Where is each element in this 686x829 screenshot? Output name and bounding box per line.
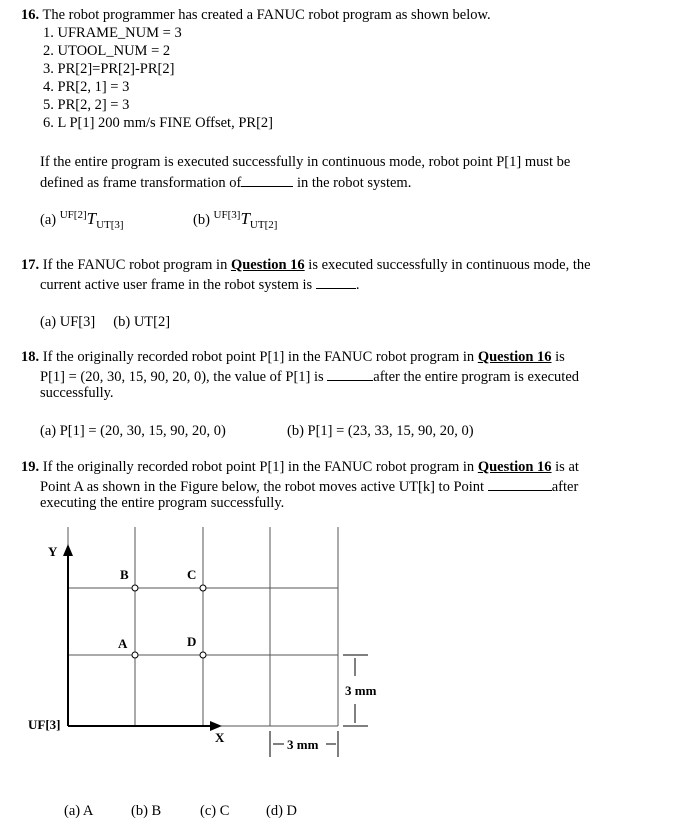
q16-option-b-base: T: [240, 209, 250, 228]
q18-number: 18.: [21, 349, 40, 365]
dim-vertical-label: 3 mm: [345, 683, 377, 698]
y-axis-label: Y: [48, 544, 58, 559]
q18-line2-b: after the entire program is executed: [373, 369, 579, 385]
q16-option-b-sup: UF[3]: [213, 209, 241, 221]
point-b-marker: [132, 585, 138, 591]
q19-line1-b: is at: [555, 459, 579, 475]
q18-line2-a: P[1] = (20, 30, 15, 90, 20, 0), the value of P[1] is: [40, 369, 324, 385]
q17-line2-a: current active user frame in the robot system is: [40, 277, 313, 293]
q16-option-a-sub: UT[3]: [96, 219, 124, 231]
origin-label: UF[3]: [28, 717, 61, 732]
q19-option-d[interactable]: (d) D: [266, 803, 298, 819]
program-line-1: 1. UFRAME_NUM = 3: [43, 25, 182, 41]
q19-line2-b: after: [551, 479, 579, 495]
q17-options[interactable]: (a) UF[3] (b) UT[2]: [40, 314, 171, 330]
q16-option-a-label: (a): [40, 212, 57, 228]
q18-line1-b: is: [555, 349, 565, 365]
q19-option-c[interactable]: (c) C: [200, 803, 230, 819]
q18-option-b[interactable]: (b) P[1] = (23, 33, 15, 90, 20, 0): [287, 423, 474, 439]
q16-stem-text: The robot programmer has created a FANUC robot program as shown below.: [42, 7, 491, 23]
point-d-label: D: [187, 634, 197, 649]
q17-line1-a: If the FANUC robot program in: [42, 257, 228, 273]
q18-option-a[interactable]: (a) P[1] = (20, 30, 15, 90, 20, 0): [40, 423, 226, 439]
q19-number: 19.: [21, 459, 40, 475]
q19-line1-a: If the originally recorded robot point P[1] in the FANUC robot program in: [42, 459, 475, 475]
q16-question-line1: If the entire program is executed successfully in continuous mode, robot point P[1] must be: [40, 154, 571, 170]
program-line-4: 4. PR[2, 1] = 3: [43, 79, 130, 95]
q16-number: 16.: [21, 7, 40, 23]
q19-option-a[interactable]: (a) A: [64, 803, 94, 819]
dim-horizontal-label: 3 mm: [287, 737, 319, 752]
q18-line1-a: If the originally recorded robot point P[1] in the FANUC robot program in: [42, 349, 475, 365]
y-axis-arrow: [63, 544, 73, 556]
program-line-5: 5. PR[2, 2] = 3: [43, 97, 130, 113]
q16-question-line2-a: defined as frame transformation of: [40, 175, 242, 191]
q19-option-b[interactable]: (b) B: [131, 803, 162, 819]
q16-option-b-sub: UT[2]: [249, 219, 278, 231]
point-c-label: C: [187, 567, 197, 582]
point-a-marker: [132, 652, 138, 658]
q19-line2-a: Point A as shown in the Figure below, the robot moves active UT[k] to Point: [40, 479, 485, 495]
q19-question-ref[interactable]: Question 16: [477, 459, 552, 475]
q18-line3: successfully.: [40, 385, 114, 401]
program-line-2: 2. UTOOL_NUM = 2: [43, 43, 171, 59]
program-line-3: 3. PR[2]=PR[2]-PR[2]: [43, 61, 175, 77]
q17-line2-b: .: [355, 277, 360, 293]
q16-question-line2-b: in the robot system.: [296, 175, 412, 191]
figure-grid: [68, 527, 338, 726]
point-c-marker: [200, 585, 206, 591]
q17-number: 17.: [21, 257, 40, 273]
point-a-label: A: [118, 636, 128, 651]
point-d-marker: [200, 652, 206, 658]
point-b-label: B: [120, 567, 129, 582]
q16-option-b-label: (b): [193, 212, 210, 228]
q16-option-a-sup: UF[2]: [59, 209, 87, 221]
x-axis-label: X: [215, 730, 225, 745]
q16-option-a-base: T: [86, 209, 97, 228]
program-line-6: 6. L P[1] 200 mm/s FINE Offset, PR[2]: [43, 115, 273, 131]
q17-question-ref[interactable]: Question 16: [230, 257, 305, 273]
q19-line3: executing the entire program successfully.: [40, 495, 285, 511]
q18-question-ref[interactable]: Question 16: [477, 349, 552, 365]
q17-line1-b: is executed successfully in continuous mode, the: [308, 257, 591, 273]
